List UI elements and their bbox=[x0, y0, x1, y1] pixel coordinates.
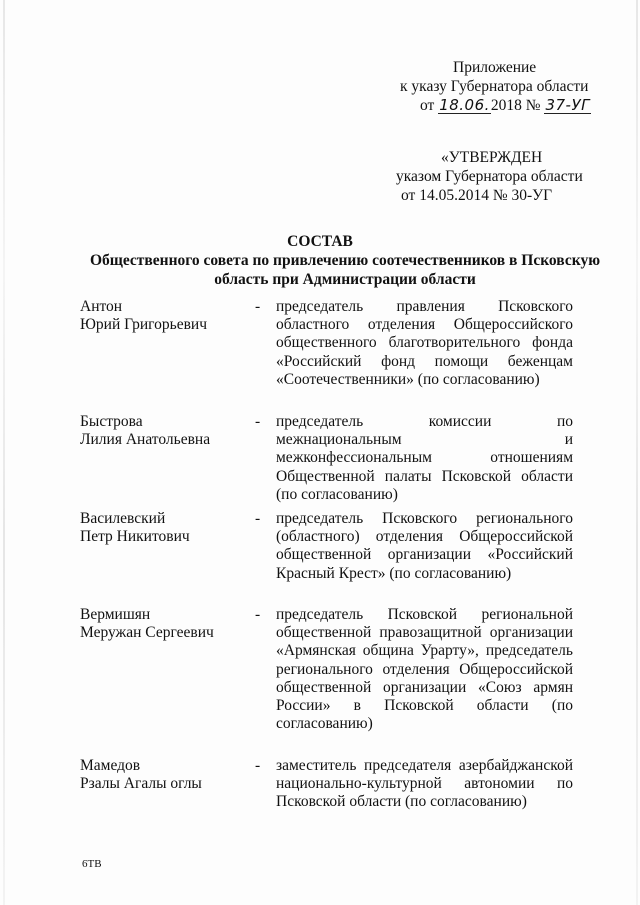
member-dash: - bbox=[255, 606, 261, 623]
member-role: председатель Псковского регионального (областного) отделения Общероссийской общественной организации «Российский Красный Крест» (по согласованию) bbox=[276, 510, 573, 582]
member-surname: Быстрова bbox=[80, 413, 143, 430]
scan-edge-left bbox=[3, 0, 5, 905]
member-surname: Мамедов bbox=[80, 757, 141, 774]
appendix-label: Приложение bbox=[453, 59, 537, 76]
member-given-names: Меружан Сергеевич bbox=[80, 624, 214, 641]
appendix-block bbox=[380, 58, 600, 115]
footer-code: 6ТВ bbox=[82, 858, 102, 870]
member-role: председатель правления Псковского областного отделения Общероссийского общественного благотворительного фонда «Российский фонд помощи беженцам «Соотечественники» (по согласованию) bbox=[276, 298, 573, 388]
member-dash: - bbox=[255, 510, 261, 527]
member-name bbox=[80, 298, 260, 334]
member-role: заместитель председателя азербайджанской национально-культурной автономии по Псковской области (по согласованию) bbox=[276, 757, 573, 811]
document-subtitle: Общественного совета по привлечению соотечественников в Псковскую область при Администрации области bbox=[89, 252, 601, 288]
member-dash: - bbox=[255, 298, 261, 315]
approved-date: от 14.05.2014 № 30-УГ bbox=[401, 187, 553, 204]
appendix-date-line bbox=[380, 96, 600, 115]
member-surname: Вермишян bbox=[80, 606, 151, 623]
member-surname: Антон bbox=[80, 298, 123, 315]
member-given-names: Лилия Анатольевна bbox=[80, 431, 211, 448]
date-prefix: от bbox=[420, 97, 435, 114]
member-dash: - bbox=[255, 413, 261, 430]
scan-edge-right bbox=[636, 0, 638, 905]
approved-label: «УТВЕРЖДЕН bbox=[441, 149, 543, 166]
member-role: председатель комиссии по межнациональным и межконфессиональным отношениям Общественной палаты Псковской области (по согласованию) bbox=[276, 413, 573, 503]
approved-block bbox=[395, 148, 595, 205]
member-name bbox=[80, 510, 260, 546]
member-role: председатель Псковской региональной общественной правозащитной организации «Армянская община Урарту», председатель регионального отделения Общероссийской общественной организации «Союз армян России» в Псковской области (по согласованию) bbox=[276, 606, 573, 733]
number-prefix: № bbox=[525, 97, 541, 114]
decree-year: 2018 bbox=[490, 97, 522, 114]
member-given-names: Юрий Григорьевич bbox=[80, 316, 208, 333]
member-surname: Василевский bbox=[80, 510, 166, 527]
member-given-names: Рзалы Агалы оглы bbox=[80, 775, 202, 792]
handwritten-number: 37-УГ bbox=[545, 96, 590, 114]
member-name bbox=[80, 606, 260, 642]
member-given-names: Петр Никитович bbox=[80, 528, 190, 545]
approved-by: указом Губернатора области bbox=[396, 168, 583, 185]
member-name bbox=[80, 413, 260, 449]
handwritten-date: 18.06. bbox=[439, 96, 490, 114]
member-name bbox=[80, 757, 260, 793]
member-dash: - bbox=[255, 757, 261, 774]
appendix-decree-ref: к указу Губернатора области bbox=[400, 78, 589, 95]
document-title: СОСТАВ bbox=[287, 233, 353, 250]
